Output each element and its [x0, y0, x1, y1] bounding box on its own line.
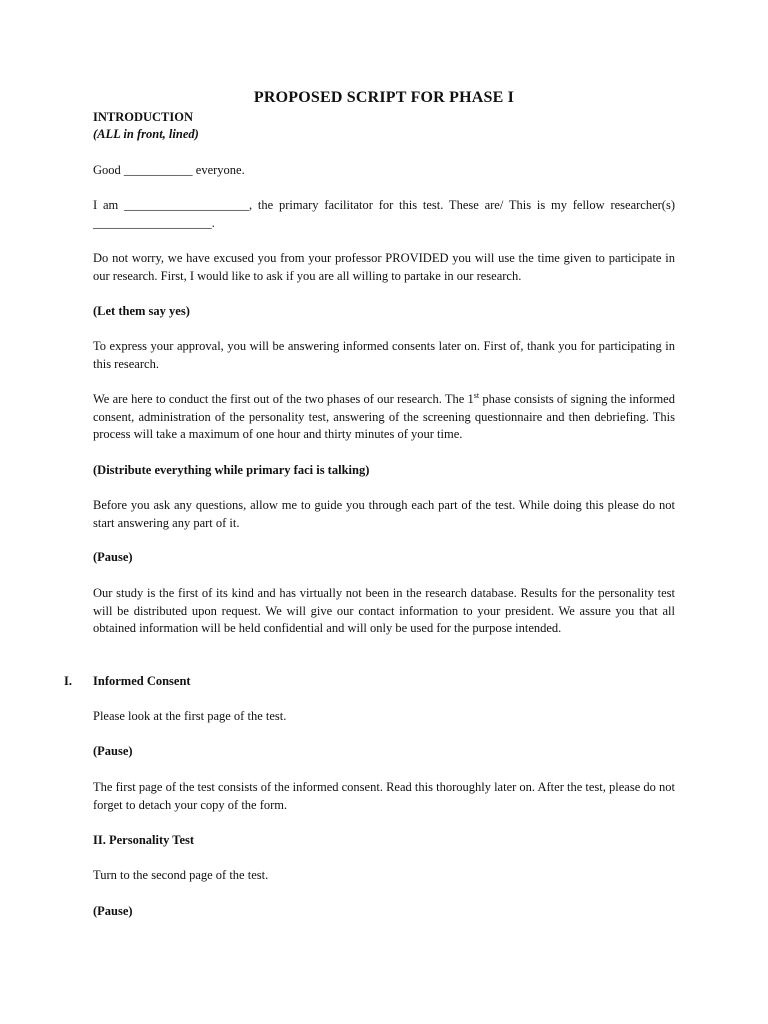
phases-superscript: st: [473, 390, 480, 400]
pause-note: (Pause): [93, 904, 133, 918]
look-first-page: Please look at the first page of the test.: [93, 709, 287, 723]
guide-paragraph: Before you ask any questions, allow me to guide you through each part of the test. While doing this please do not start answering any part of it.: [93, 498, 675, 530]
section-one-title: Informed Consent: [93, 674, 191, 688]
turn-second-page: Turn to the second page of the test.: [93, 868, 269, 882]
excused-paragraph: Do not worry, we have excused you from your professor PROVIDED you will use the time given to participate in our research. First, I would like to ask if you are all willing to partake in our research.: [93, 251, 675, 283]
phases-text-start: We are here to conduct the first out of the two phases of our research. The 1: [93, 392, 474, 406]
document-title: PROPOSED SCRIPT FOR PHASE I: [253, 89, 515, 106]
pause-note: (Pause): [93, 744, 133, 758]
phases-paragraph: [93, 391, 675, 444]
distribute-note: (Distribute everything while primary faci is talking): [93, 463, 370, 477]
section-one-number: I.: [64, 674, 72, 688]
study-paragraph: Our study is the first of its kind and has virtually not been in the research database. Results for the personality test will be distributed upon request. We will give our contact information to your president. We assure you that all obtained information will be held confidential and will only be used for the purpose intended.: [93, 586, 675, 635]
first-page-paragraph: The first page of the test consists of the informed consent. Read this thoroughly later on. After the test, please do not forget to detach your copy of the form.: [93, 780, 675, 812]
intro-note: (ALL in front, lined): [93, 127, 199, 141]
approval-paragraph: To express your approval, you will be answering informed consents later on. First of, thank you for participating in this research.: [93, 339, 675, 371]
intro-heading: INTRODUCTION: [93, 110, 194, 124]
facilitator-paragraph: I am ____________________, the primary facilitator for this test. These are/ This is my fellow researcher(s) ___________________.: [93, 198, 675, 230]
section-two-title: II. Personality Test: [93, 833, 195, 847]
phases-text-end: phase consists of signing the informed consent, administration of the personality test, answering of the screening questionnaire and then debriefing. This process will take a maximum of one hour and thirty minutes of your time.: [93, 392, 675, 441]
let-them-say-yes: (Let them say yes): [93, 304, 190, 318]
greeting-line: Good ___________ everyone.: [93, 163, 245, 177]
pause-note: (Pause): [93, 550, 133, 564]
